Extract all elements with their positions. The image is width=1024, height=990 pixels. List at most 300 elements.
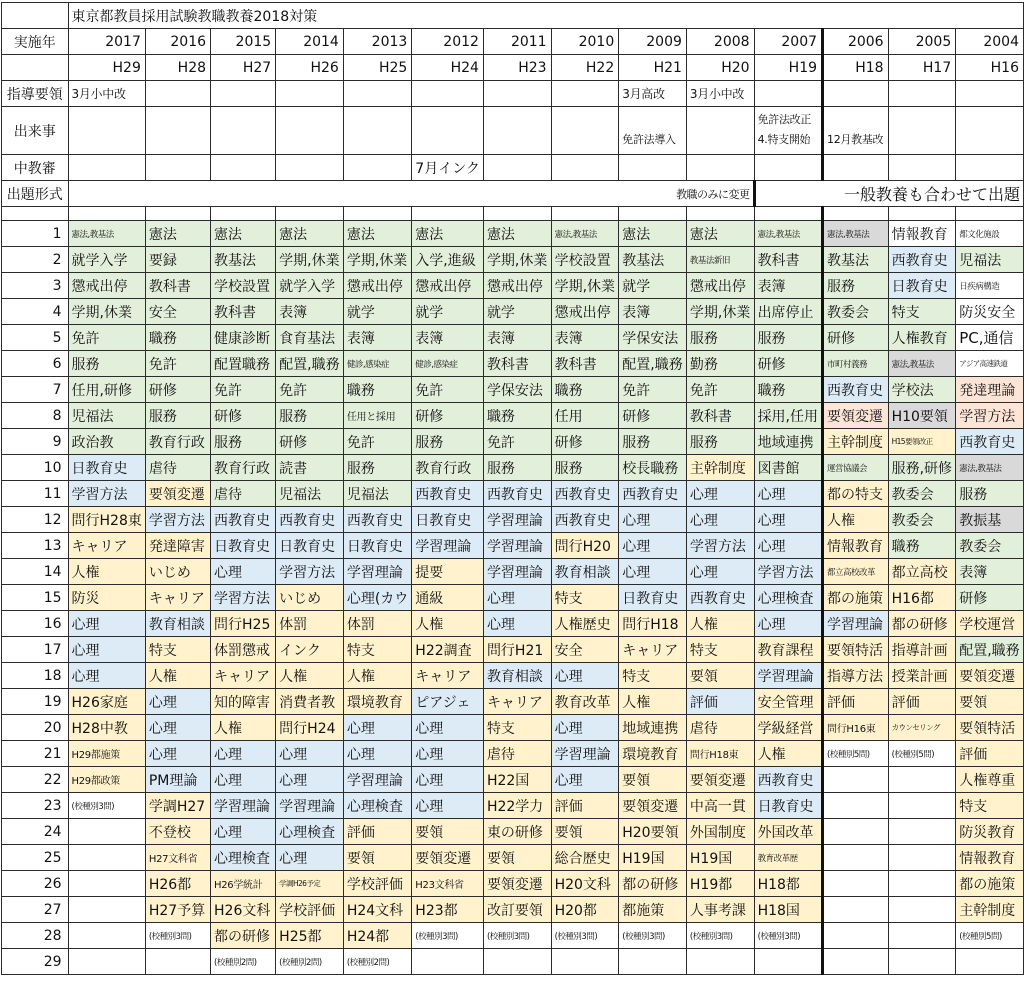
topic-cell[interactable] [823,793,889,819]
topic-cell[interactable]: 不登校 [145,819,210,845]
topic-cell[interactable]: 研修 [754,351,822,377]
topic-cell[interactable]: 服務 [412,429,484,455]
topic-cell[interactable]: 心理 [211,767,276,793]
topic-cell[interactable]: H23都 [412,897,484,923]
topic-cell[interactable]: 配置,職務 [956,637,1024,663]
topic-cell[interactable]: 研修 [823,325,889,351]
topic-cell[interactable]: 心理 [68,663,145,689]
topic-cell[interactable]: 日教育史 [276,533,344,559]
topic-cell[interactable]: 人権 [276,663,344,689]
topic-cell[interactable]: 心理検査 [343,793,411,819]
era-cell[interactable]: H28 [145,55,210,81]
topic-cell[interactable]: H27予算 [145,897,210,923]
topic-cell[interactable]: 要領 [956,689,1024,715]
topic-cell[interactable]: 勤務 [686,351,754,377]
era-cell[interactable]: H17 [888,55,956,81]
question-number[interactable]: 13 [2,533,69,559]
topic-cell[interactable]: 都の研修 [619,871,687,897]
topic-cell[interactable]: 心理 [68,637,145,663]
topic-cell[interactable]: H26家庭 [68,689,145,715]
topic-cell[interactable]: 学習理論 [823,611,889,637]
year-cell[interactable]: 2012 [412,29,484,55]
topic-cell[interactable]: 配置,職務 [276,351,344,377]
topic-cell[interactable]: (校種別3問) [68,793,145,819]
topic-cell[interactable]: 日教育史 [68,455,145,481]
topic-cell[interactable] [888,923,956,949]
topic-cell[interactable]: H26文科 [211,897,276,923]
topic-cell[interactable]: 健診,感染症 [412,351,484,377]
topic-cell[interactable]: 児福法 [68,403,145,429]
topic-cell[interactable]: 評価 [686,689,754,715]
topic-cell[interactable]: 要領 [343,845,411,871]
guideline-cell[interactable]: 3月小中改 [68,81,145,107]
year-cell[interactable]: 2007 [754,29,822,55]
topic-cell[interactable]: 外国制度 [686,819,754,845]
topic-cell[interactable]: 人権 [343,663,411,689]
topic-cell[interactable]: 心理 [412,741,484,767]
topic-cell[interactable]: 人権 [68,559,145,585]
question-number[interactable]: 22 [2,767,69,793]
event-cell[interactable] [276,107,344,155]
topic-cell[interactable]: 学習方法 [211,585,276,611]
topic-cell[interactable]: 食育基法 [276,325,344,351]
topic-cell[interactable]: 心理 [483,611,551,637]
topic-cell[interactable]: 教委会 [956,533,1024,559]
topic-cell[interactable]: 心理 [343,715,411,741]
topic-cell[interactable]: 教委会 [823,299,889,325]
topic-cell[interactable]: 就学 [343,299,411,325]
era-cell[interactable]: H19 [754,55,822,81]
topic-cell[interactable]: 任用,研修 [68,377,145,403]
topic-cell[interactable]: 服務 [483,455,551,481]
guideline-cell[interactable] [145,81,210,107]
topic-cell[interactable]: 日教育史 [619,585,687,611]
topic-cell[interactable]: 教科書 [483,351,551,377]
topic-cell[interactable]: 心理 [551,715,619,741]
topic-cell[interactable]: 都の研修 [888,611,956,637]
topic-cell[interactable]: 人権 [686,611,754,637]
topic-cell[interactable]: 学習理論 [754,663,822,689]
council-cell[interactable] [211,155,276,181]
topic-cell[interactable]: 心理 [412,793,484,819]
topic-cell[interactable]: 心理検査 [754,585,822,611]
topic-cell[interactable]: 環境教育 [619,741,687,767]
topic-cell[interactable]: 教基法 [823,247,889,273]
topic-cell[interactable]: 要領変遷 [823,403,889,429]
topic-cell[interactable]: H22学力 [483,793,551,819]
guideline-cell[interactable] [956,81,1024,107]
event-cell[interactable] [956,107,1024,155]
topic-cell[interactable]: 日教育史 [754,793,822,819]
question-number[interactable]: 27 [2,897,69,923]
topic-cell[interactable]: 心理 [483,585,551,611]
topic-cell[interactable]: 健診,感染症 [343,351,411,377]
topic-cell[interactable]: 服務 [211,429,276,455]
topic-cell[interactable]: 学級経営 [754,715,822,741]
topic-cell[interactable]: 西教育史 [276,507,344,533]
topic-cell[interactable]: ピアジェ [412,689,484,715]
topic-cell[interactable]: PM理論 [145,767,210,793]
topic-cell[interactable]: 配置,職務 [619,351,687,377]
question-number[interactable]: 15 [2,585,69,611]
topic-cell[interactable]: 情報教育 [888,221,956,247]
era-cell[interactable]: H24 [412,55,484,81]
topic-cell[interactable]: 研修 [276,429,344,455]
topic-cell[interactable]: 心理 [686,559,754,585]
topic-cell[interactable]: 問行H25 [211,611,276,637]
topic-cell[interactable] [68,949,145,975]
format-left-note[interactable]: 教職のみに変更 [68,181,754,207]
topic-cell[interactable]: 教基法 [211,247,276,273]
topic-cell[interactable]: 日教育史 [888,273,956,299]
topic-cell[interactable]: 問行H24 [276,715,344,741]
topic-cell[interactable]: 学期,休業 [276,247,344,273]
topic-cell[interactable]: 学調H27 [145,793,210,819]
topic-cell[interactable]: 服務 [686,325,754,351]
event-cell[interactable] [619,107,687,155]
topic-cell[interactable]: 都の施策 [956,871,1024,897]
topic-cell[interactable]: 要領 [551,819,619,845]
topic-cell[interactable] [888,871,956,897]
topic-cell[interactable] [68,923,145,949]
topic-cell[interactable]: 憲法 [343,221,411,247]
topic-cell[interactable]: 学期,休業 [686,299,754,325]
topic-cell[interactable]: 心理検査 [276,819,344,845]
topic-cell[interactable]: 表簿 [619,299,687,325]
topic-cell[interactable]: 心理 [754,507,822,533]
event-cell[interactable] [754,107,822,155]
topic-cell[interactable]: 西教育史 [686,585,754,611]
topic-cell[interactable]: 心理 [211,819,276,845]
topic-cell[interactable]: 就学 [483,299,551,325]
topic-cell[interactable]: 学期,休業 [551,273,619,299]
topic-cell[interactable]: 評価 [551,793,619,819]
topic-cell[interactable]: 教育課程 [754,637,822,663]
topic-cell[interactable] [888,793,956,819]
topic-cell[interactable]: 学習理論 [276,793,344,819]
topic-cell[interactable]: (校種別3問) [551,923,619,949]
topic-cell[interactable] [483,949,551,975]
topic-cell[interactable]: (校種別2問) [276,949,344,975]
topic-cell[interactable]: 心理 [343,741,411,767]
topic-cell[interactable]: 心理 [619,533,687,559]
topic-cell[interactable]: 服務 [551,455,619,481]
topic-cell[interactable]: (校種別3問) [754,923,822,949]
topic-cell[interactable]: 学習理論 [343,559,411,585]
topic-cell[interactable]: 要領 [619,767,687,793]
topic-cell[interactable]: 教科書 [686,403,754,429]
topic-cell[interactable]: 教基法新旧 [686,247,754,273]
topic-cell[interactable]: 虐待 [483,741,551,767]
topic-cell[interactable]: 主幹制度 [823,429,889,455]
council-cell[interactable] [276,155,344,181]
topic-cell[interactable]: H22調査 [412,637,484,663]
topic-cell[interactable]: 心理検査 [211,845,276,871]
topic-cell[interactable]: 入学,進級 [412,247,484,273]
topic-cell[interactable]: 教科書 [211,299,276,325]
topic-cell[interactable]: インク [276,637,344,663]
question-number[interactable]: 26 [2,871,69,897]
topic-cell[interactable]: 表簿 [276,299,344,325]
sheet-title[interactable]: 東京都教員採用試験教職教養2018対策 [68,3,1023,29]
topic-cell[interactable]: 学校設置 [551,247,619,273]
topic-cell[interactable]: 服務 [343,455,411,481]
topic-cell[interactable]: 都の施策 [823,585,889,611]
topic-cell[interactable]: 懲戒出停 [343,273,411,299]
topic-cell[interactable]: H20都 [551,897,619,923]
topic-cell[interactable]: 職務 [754,377,822,403]
topic-cell[interactable]: 心理 [686,481,754,507]
topic-cell[interactable]: 西教育史 [619,481,687,507]
topic-cell[interactable]: 問行H16東 [823,715,889,741]
topic-cell[interactable]: H28中教 [68,715,145,741]
topic-cell[interactable]: 学習理論 [412,533,484,559]
topic-cell[interactable]: キャリア [211,663,276,689]
event-cell[interactable] [68,107,145,155]
topic-cell[interactable]: 要領変遷 [619,793,687,819]
topic-cell[interactable]: 学期,休業 [343,247,411,273]
question-number[interactable]: 24 [2,819,69,845]
topic-cell[interactable]: 問行H18東 [686,741,754,767]
topic-cell[interactable]: 学習方法 [754,559,822,585]
topic-cell[interactable]: 懲戒出停 [483,273,551,299]
topic-cell[interactable]: 研修 [145,377,210,403]
council-cell[interactable] [619,155,687,181]
council-cell[interactable]: 7月インク [412,155,484,181]
topic-cell[interactable]: 安全 [551,637,619,663]
event-cell[interactable] [412,107,484,155]
topic-cell[interactable]: 服務,研修 [888,455,956,481]
topic-cell[interactable]: 人権教育 [888,325,956,351]
topic-cell[interactable]: 学習理論 [483,507,551,533]
topic-cell[interactable]: 職務 [888,533,956,559]
topic-cell[interactable]: 心理 [211,741,276,767]
topic-cell[interactable]: いじめ [145,559,210,585]
topic-cell[interactable]: 特支 [145,637,210,663]
topic-cell[interactable]: 発達障害 [145,533,210,559]
guideline-cell[interactable] [823,81,889,107]
guideline-cell[interactable]: 3月小中改 [686,81,754,107]
topic-cell[interactable]: 免許 [412,377,484,403]
topic-cell[interactable]: 学習方法 [276,559,344,585]
topic-cell[interactable]: キャリア [68,533,145,559]
topic-cell[interactable]: 心理 [412,715,484,741]
topic-cell[interactable]: 西教育史 [551,507,619,533]
topic-cell[interactable]: 免許 [343,429,411,455]
topic-cell[interactable]: 心理 [619,507,687,533]
question-number[interactable]: 2 [2,247,69,273]
question-number[interactable]: 12 [2,507,69,533]
year-cell[interactable]: 2014 [276,29,344,55]
guideline-cell[interactable] [551,81,619,107]
question-number[interactable]: 4 [2,299,69,325]
topic-cell[interactable]: キャリア [412,663,484,689]
question-number[interactable]: 23 [2,793,69,819]
topic-cell[interactable]: 教育相談 [551,559,619,585]
topic-cell[interactable]: (校種別5問) [888,741,956,767]
topic-cell[interactable]: 憲法,教基法 [754,221,822,247]
topic-cell[interactable]: 憲法 [686,221,754,247]
topic-cell[interactable]: 人権 [754,741,822,767]
topic-cell[interactable]: 服務 [68,351,145,377]
topic-cell[interactable] [888,819,956,845]
topic-cell[interactable]: 人事考課 [686,897,754,923]
topic-cell[interactable]: 表簿 [956,559,1024,585]
era-cell[interactable]: H26 [276,55,344,81]
event-cell[interactable] [823,107,889,155]
topic-cell[interactable]: H20要領 [619,819,687,845]
topic-cell[interactable]: 日教育史 [343,533,411,559]
question-number[interactable]: 7 [2,377,69,403]
topic-cell[interactable]: 教育行政 [211,455,276,481]
format-right-note[interactable]: 一般教養も合わせて出題 [754,181,1023,207]
topic-cell[interactable]: 特支 [483,715,551,741]
council-cell[interactable] [823,155,889,181]
topic-cell[interactable]: 教育改革 [551,689,619,715]
topic-cell[interactable]: 西教育史 [956,429,1024,455]
question-number[interactable]: 20 [2,715,69,741]
topic-cell[interactable]: 要領変遷 [483,871,551,897]
topic-cell[interactable]: 西教育史 [888,247,956,273]
topic-cell[interactable]: (校種別2問) [211,949,276,975]
topic-cell[interactable]: 問行H28東 [68,507,145,533]
question-number[interactable]: 8 [2,403,69,429]
topic-cell[interactable]: 日疾病構造 [956,273,1024,299]
topic-cell[interactable]: 服務 [276,403,344,429]
topic-cell[interactable]: 主幹制度 [686,455,754,481]
topic-cell[interactable]: 特支 [956,793,1024,819]
topic-cell[interactable]: H26都 [145,871,210,897]
topic-cell[interactable] [68,845,145,871]
topic-cell[interactable]: 児福法 [343,481,411,507]
council-cell[interactable] [145,155,210,181]
topic-cell[interactable]: 特支 [686,637,754,663]
topic-cell[interactable] [754,949,822,975]
topic-cell[interactable]: 憲法 [276,221,344,247]
event-cell[interactable] [343,107,411,155]
topic-cell[interactable]: 研修 [211,403,276,429]
topic-cell[interactable]: 憲法 [145,221,210,247]
question-number[interactable]: 21 [2,741,69,767]
topic-cell[interactable]: 学校法 [888,377,956,403]
topic-cell[interactable]: 就学入学 [276,273,344,299]
topic-cell[interactable]: キャリア [619,637,687,663]
topic-cell[interactable]: 体罰 [343,611,411,637]
topic-cell[interactable]: 防災 [68,585,145,611]
guideline-cell[interactable]: 3月高改 [619,81,687,107]
topic-cell[interactable]: 心理 [145,715,210,741]
guideline-cell[interactable] [888,81,956,107]
topic-cell[interactable]: 免許 [211,377,276,403]
topic-cell[interactable]: 憲法,教基法 [956,455,1024,481]
topic-cell[interactable]: 教育相談 [145,611,210,637]
topic-cell[interactable]: 防災教育 [956,819,1024,845]
topic-cell[interactable]: 心理 [686,507,754,533]
topic-cell[interactable]: 特支 [343,637,411,663]
topic-cell[interactable]: 西教育史 [211,507,276,533]
topic-cell[interactable]: 虐待 [145,455,210,481]
topic-cell[interactable]: 学習理論 [343,767,411,793]
topic-cell[interactable]: 環境教育 [343,689,411,715]
council-label[interactable]: 中教審 [2,155,69,181]
year-cell[interactable]: 2010 [551,29,619,55]
topic-cell[interactable]: 人権 [145,663,210,689]
topic-cell[interactable]: 情報教育 [823,533,889,559]
topic-cell[interactable]: 心理 [145,741,210,767]
topic-cell[interactable]: 懲戒出停 [68,273,145,299]
council-cell[interactable] [686,155,754,181]
council-cell[interactable] [343,155,411,181]
council-cell[interactable] [754,155,822,181]
era-cell[interactable]: H25 [343,55,411,81]
topic-cell[interactable]: 日教育史 [412,507,484,533]
year-cell[interactable]: 2013 [343,29,411,55]
topic-cell[interactable]: H26学統計 [211,871,276,897]
topic-cell[interactable]: 人権 [823,507,889,533]
event-cell[interactable] [211,107,276,155]
topic-cell[interactable]: 職務 [145,325,210,351]
topic-cell[interactable]: 図書館 [754,455,822,481]
topic-cell[interactable]: 人権 [412,611,484,637]
topic-cell[interactable]: 憲法,教基法 [823,221,889,247]
topic-cell[interactable]: 都の研修 [211,923,276,949]
topic-cell[interactable]: 評価 [823,689,889,715]
question-number[interactable]: 1 [2,221,69,247]
era-cell[interactable]: H20 [686,55,754,81]
event-cell[interactable] [551,107,619,155]
era-cell[interactable]: H16 [956,55,1024,81]
topic-cell[interactable]: 憲法 [483,221,551,247]
topic-cell[interactable]: 表簿 [343,325,411,351]
topic-cell[interactable]: いじめ [276,585,344,611]
title-blank-cell[interactable] [2,3,69,29]
topic-cell[interactable]: 防災安全 [956,299,1024,325]
topic-cell[interactable]: 都立高校 [888,559,956,585]
topic-cell[interactable] [823,767,889,793]
topic-cell[interactable]: 西教育史 [483,481,551,507]
topic-cell[interactable]: 市町村義務 [823,351,889,377]
topic-cell[interactable]: 学期,休業 [483,247,551,273]
topic-cell[interactable]: 問行H21 [483,637,551,663]
topic-cell[interactable]: 憲法,教基法 [68,221,145,247]
topic-cell[interactable]: 職務 [551,377,619,403]
question-number[interactable]: 19 [2,689,69,715]
topic-cell[interactable]: (校種別3問) [686,923,754,949]
format-label[interactable]: 出題形式 [2,181,69,207]
topic-cell[interactable]: 要領 [686,663,754,689]
topic-cell[interactable]: 出席停止 [754,299,822,325]
council-cell[interactable] [551,155,619,181]
era-cell[interactable]: H21 [619,55,687,81]
topic-cell[interactable]: 運営協議会 [823,455,889,481]
event-label[interactable]: 出来事 [2,107,69,155]
topic-cell[interactable]: H19国 [686,845,754,871]
topic-cell[interactable]: 教育相談 [483,663,551,689]
topic-cell[interactable]: 憲法 [412,221,484,247]
topic-cell[interactable]: 要領変遷 [412,845,484,871]
topic-cell[interactable]: 免許 [619,377,687,403]
topic-cell[interactable] [823,845,889,871]
topic-cell[interactable]: 心理 [276,845,344,871]
topic-cell[interactable]: 学校設置 [211,273,276,299]
topic-cell[interactable] [68,819,145,845]
topic-cell[interactable]: 都文化施設 [956,221,1024,247]
topic-cell[interactable]: (校種別3問) [619,923,687,949]
topic-cell[interactable]: 要領 [412,819,484,845]
topic-cell[interactable]: 東の研修 [483,819,551,845]
topic-cell[interactable]: H19国 [619,845,687,871]
topic-cell[interactable]: 免許 [145,351,210,377]
